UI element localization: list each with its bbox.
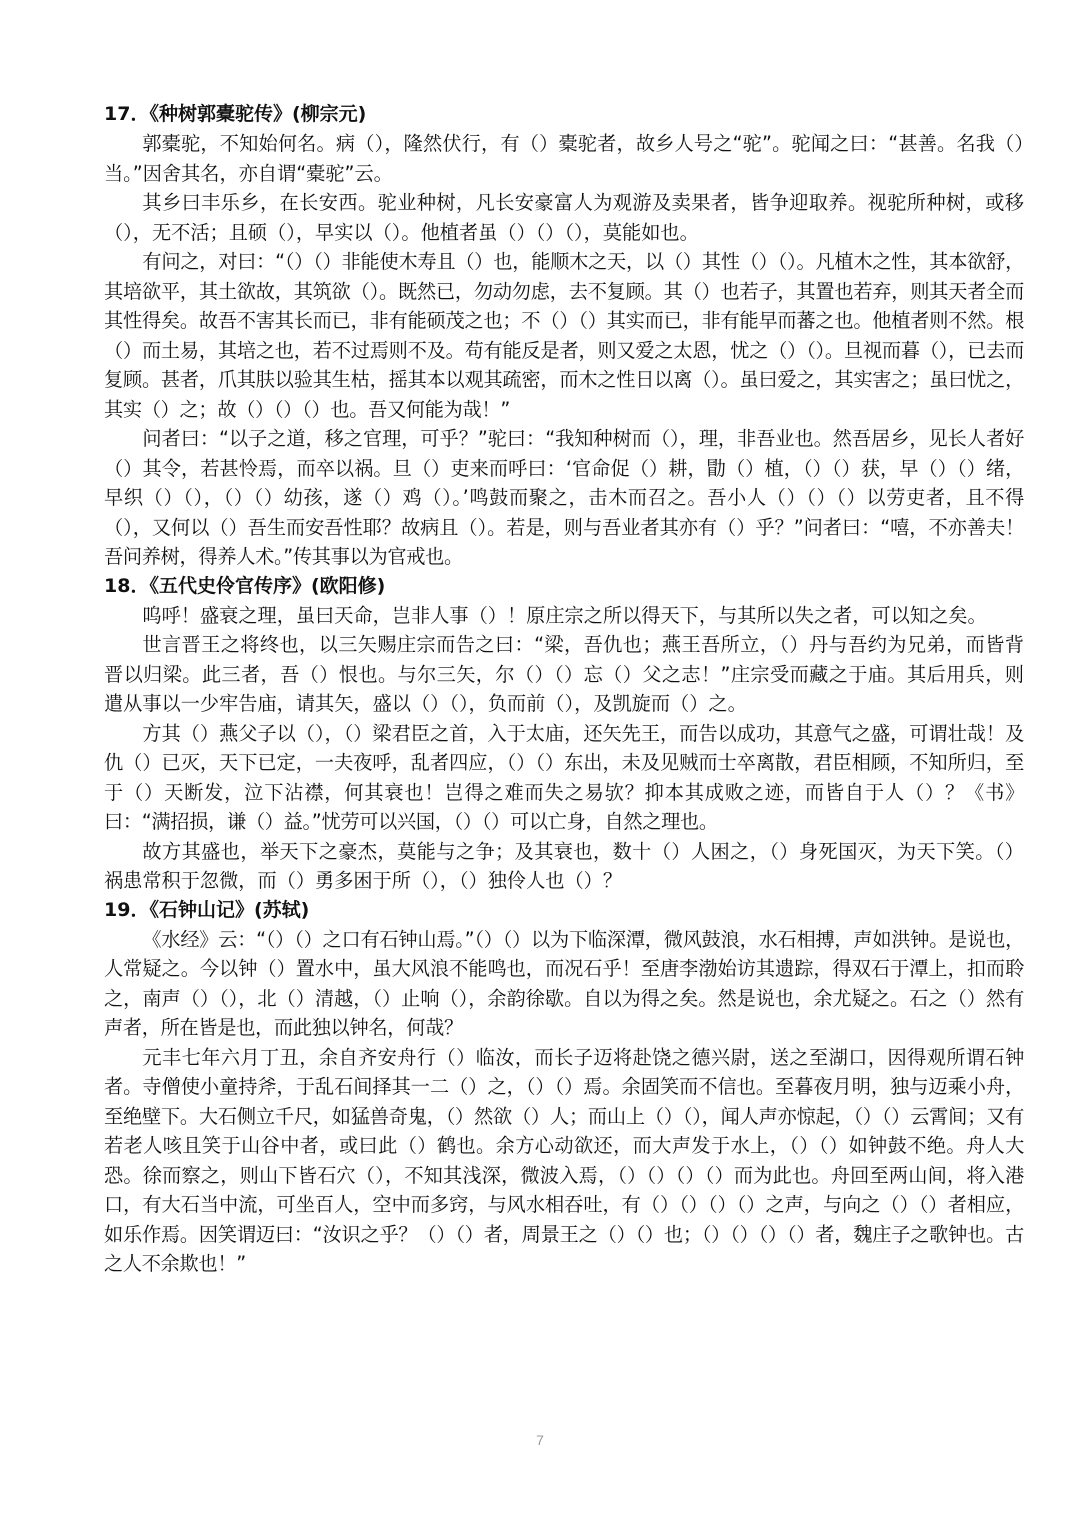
section-17 [104, 100, 1024, 572]
paragraph: 郭橐驼，不知始何名。病（），隆然伏行，有（）橐驼者，故乡人号之“驼”。驼闻之曰：“甚善。名我（）当。”因舍其名，亦自谓“橐驼”云。 [104, 132, 1024, 185]
paragraph: 问者曰：“以子之道，移之官理，可乎？”驼曰：“我知种树而（），理，非吾业也。然吾居乡，见长人者好（）其令，若甚怜焉，而卒以祸。旦（）吏来而呼曰：‘官命促（）耕，勖（）植，（）（）获，早（）（）绪，早织（）（），（）（）幼孩，遂（）鸡（）。’鸣鼓而聚之，击木而召之。吾小人（）（）（）以劳吏者，且不得（），又何以（）吾生而安吾性耶？故病且（）。若是，则与吾业者其亦有（）乎？”问者曰：“嘻，不亦善夫！吾问养树，得养人术。”传其事以为官戒也。 [104, 427, 1024, 568]
paragraph: 方其（）燕父子以（），（）梁君臣之首，入于太庙，还矢先王，而告以成功，其意气之盛，可谓壮哉！及仇（）已灭，天下已定，一夫夜呼，乱者四应，（）（）东出，未及见贼而士卒离散，君臣相顾，不知所归，至于（）天断发，泣下沾襟，何其衰也！岂得之难而失之易欤？抑本其成败之迹，而皆自于人（）？《书》曰：“满招损，谦（）益。”忧劳可以兴国，（）（）可以亡身，自然之理也。 [104, 721, 1024, 833]
paragraph: 故方其盛也，举天下之豪杰，莫能与之争；及其衰也，数十（）人困之，（）身死国灭，为天下笑。（）祸患常积于忽微，而（）勇多困于所（），（）独伶人也（）？ [104, 839, 1024, 892]
section-title: 18．《五代史伶官传序》(欧阳修) [104, 574, 386, 597]
page-content [104, 100, 1024, 1279]
paragraph: 呜呼！盛衰之理，虽曰天命，岂非人事（）！原庄宗之所以得天下，与其所以失之者，可以知之矣。 [142, 603, 987, 627]
section-18 [104, 572, 1024, 896]
section-19 [104, 896, 1024, 1279]
paragraph: 世言晋王之将终也，以三矢赐庄宗而告之曰：“梁，吾仇也；燕王吾所立，（）丹与吾约为兄弟，而皆背晋以归梁。此三者，吾（）恨也。与尔三矢，尔（）（）忘（）父之志！”庄宗受而藏之于庙。其后用兵，则遣从事以一少牢告庙，请其矢，盛以（）（），负而前（），及凯旋而（）之。 [104, 633, 1024, 715]
paragraph: 《水经》云：“（）（）之口有石钟山焉。”（）（）以为下临深潭，微风鼓浪，水石相搏，声如洪钟。是说也，人常疑之。今以钟（）置水中，虽大风浪不能鸣也，而况石乎！至唐李渤始访其遗踪，得双石于潭上，扣而聆之，南声（）（），北（）清越，（）止响（），余韵徐歇。自以为得之矣。然是说也，余尤疑之。石之（）然有声者，所在皆是也，而此独以钟名，何哉？ [104, 927, 1024, 1039]
paragraph: 元丰七年六月丁丑，余自齐安舟行（）临汝，而长子迈将赴饶之德兴尉，送之至湖口，因得观所谓石钟者。寺僧使小童持斧，于乱石间择其一二（）之，（）（）焉。余固笑而不信也。至暮夜月明，独与迈乘小舟，至绝壁下。大石侧立千尺，如猛兽奇鬼，（）然欲（）人；而山上（）（），闻人声亦惊起，（）（）云霄间；又有若老人咳且笑于山谷中者，或曰此（）鹤也。余方心动欲还，而大声发于水上，（）（）如钟鼓不绝。舟人大恐。徐而察之，则山下皆石穴（），不知其浅深，微波入焉，（）（）（）（）而为此也。舟回至两山间，将入港口，有大石当中流，可坐百人，空中而多窍，与风水相吞吐，有（）（）（）（）之声，与向之（）（）者相应，如乐作焉。因笑谓迈曰：“汝识之乎？（）（）者，周景王之（）（）也；（）（）（）（）者，魏庄子之歌钟也。古之人不余欺也！” [104, 1045, 1024, 1275]
paragraph: 其乡曰丰乐乡，在长安西。驼业种树，凡长安豪富人为观游及卖果者，皆争迎取养。视驼所种树，或移（），无不活；且硕（），早实以（）。他植者虽（）（）（），莫能如也。 [104, 191, 1024, 244]
section-title: 17．《种树郭橐驼传》(柳宗元) [104, 103, 367, 125]
paragraph: 有问之，对曰：“（）（）非能使木寿且（）也，能顺木之天，以（）其性（）（）。凡植木之性，其本欲舒，其培欲平，其土欲故，其筑欲（）。既然已，勿动勿虑，去不复顾。其（）也若子，其置也若弃，则其天者全而其性得矣。故吾不害其长而已，非有能硕茂之也；不（）（）其实而已，非有能早而蕃之也。他植者则不然。根（）而土易，其培之也，若不过焉则不及。苟有能反是者，则又爱之太恩，忧之（）（）。旦视而暮（），已去而复顾。甚者，爪其肤以验其生枯，摇其本以观其疏密，而木之性日以离（）。虽曰爱之，其实害之；虽曰忧之，其实（）之；故（）（）（）也。吾又何能为哉！” [104, 250, 1024, 421]
page-number: 7 [536, 1432, 544, 1448]
section-title: 19．《石钟山记》(苏轼) [104, 898, 310, 921]
